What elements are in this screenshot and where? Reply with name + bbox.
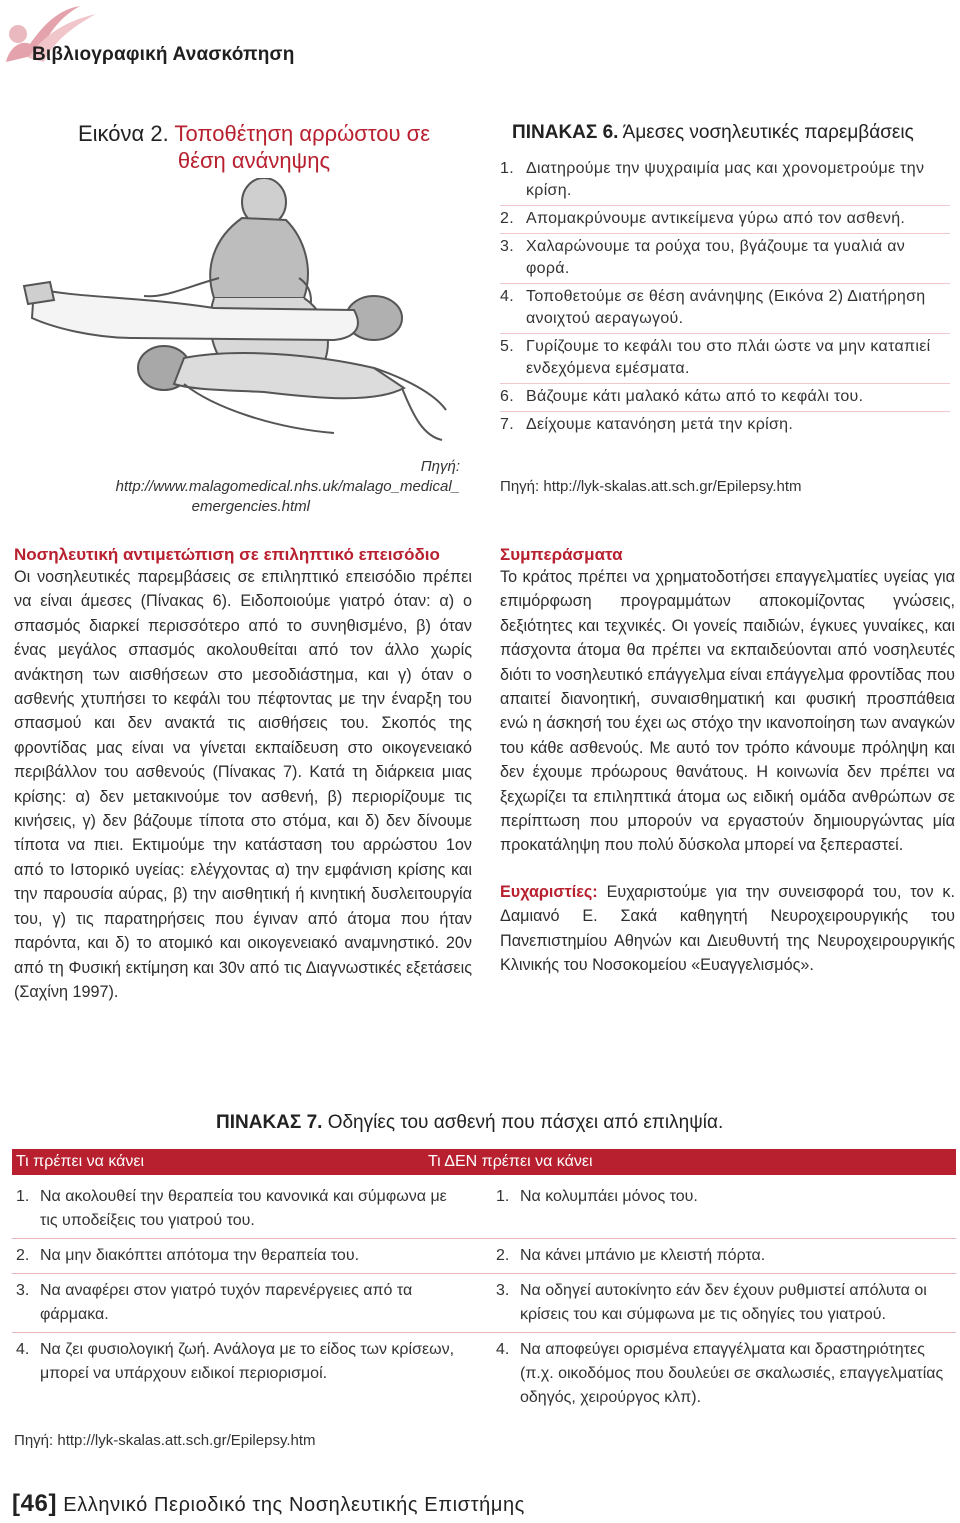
table7-do-text: Να αναφέρει στον γιατρό τυχόν παρενέργειες από τα φάρμακα. xyxy=(40,1282,413,1323)
conclusions-heading: Συμπεράσματα xyxy=(500,545,623,564)
table7-row xyxy=(12,1274,956,1333)
table7-col-do: Τι πρέπει να κάνει xyxy=(16,1153,145,1170)
table6-row xyxy=(500,334,950,384)
table7-row xyxy=(12,1180,956,1239)
table6-row-num: 4. xyxy=(500,288,514,305)
table7-dont-num: 2. xyxy=(496,1247,510,1264)
table6-row xyxy=(500,234,950,284)
page-footer xyxy=(12,1490,525,1518)
figure-label: Εικόνα 2. xyxy=(77,121,169,146)
table6-row xyxy=(500,284,950,334)
table6-title xyxy=(512,122,914,144)
table6-row xyxy=(500,156,950,206)
conclusions-body: Το κράτος πρέπει να χρηματοδοτήσει επαγγελματίες υγείας για επιμόρφωση προγραμμάτων αποκομίζοντας γνώσεις, δεξιότητες και τεχνικές. Οι γονείς παιδιών, έγκυες γυναίκες, και πάσχοντα άτομα θα πρέπει να εκπαιδεύονται από νοσηλευτές διότι το νοσηλευτικό επάγγελμα είναι επάγγελμα φροντίδας που απαιτεί διανοητική, συναισθηματική και φυσική προσπάθεια ενώ η άσκησή του έχει ως στόχο την ικανοποίηση των αναγκών του κάθε ασθενούς. Με αυτό τον τρόπο κάνουμε πρόληψη και δεν έχουμε πρόωρους θανάτους. Η κοινωνία δεν πρέπει να ξεχωρίζει τα επιληπτικά άτομα ως ειδική ομάδα ανθρώπων σε περίπτωση που μπορούν να εργαστούν δημιουργώντας μία προκατάληψη που πολύ δύσκολα μπορεί να ξεπεραστεί. xyxy=(500,568,955,855)
table7-title xyxy=(216,1112,723,1134)
figure-source-line1: Πηγή: http://www.malagomedical.nhs.uk/malago_medical_ xyxy=(115,458,460,495)
table6-row-num: 2. xyxy=(500,210,514,227)
left-column xyxy=(14,545,472,1004)
table7-do-cell xyxy=(12,1244,496,1268)
page-number: [46] xyxy=(12,1490,58,1517)
table7-do-cell xyxy=(12,1185,496,1233)
table7-dont-cell xyxy=(496,1279,956,1327)
table7-dont-cell xyxy=(496,1338,956,1410)
table7-do-num: 4. xyxy=(16,1341,30,1358)
table6-row-num: 1. xyxy=(500,160,514,177)
table7-dont-num: 4. xyxy=(496,1341,510,1358)
table7-source: Πηγή: http://lyk-skalas.att.sch.gr/Epilepsy.htm xyxy=(14,1432,316,1449)
acknowledgements-label: Ευχαριστίες: xyxy=(500,882,598,901)
table7-row xyxy=(12,1333,956,1415)
table7-do-cell xyxy=(12,1338,496,1410)
table7-dont-cell xyxy=(496,1185,956,1233)
table6-row-num: 3. xyxy=(500,238,514,255)
table6-row-num: 7. xyxy=(500,416,514,433)
table6-row-text: Χαλαρώνουμε τα ρούχα του, βγάζουμε τα γυαλιά αν φορά. xyxy=(526,238,906,277)
table6-label: ΠΙΝΑΚΑΣ 6. xyxy=(512,122,619,143)
journal-name: Ελληνικό Περιοδικό της Νοσηλευτικής Επιστήμης xyxy=(63,1494,525,1516)
figure-caption xyxy=(64,120,444,174)
right-column xyxy=(500,545,955,978)
table7-dont-num: 3. xyxy=(496,1282,510,1299)
table6-row-text: Βάζουμε κάτι μαλακό κάτω από το κεφάλι του. xyxy=(526,388,864,405)
table7-do-text: Να μην διακόπτει απότομα την θεραπεία του. xyxy=(40,1247,360,1264)
table6-row-text: Γυρίζουμε το κεφάλι του στο πλάι ώστε να μην καταπιεί ενδεχόμενα εμέσματα. xyxy=(526,338,931,377)
left-column-heading: Νοσηλευτική αντιμετώπιση σε επιληπτικό επεισόδιο xyxy=(14,545,440,564)
table7-header xyxy=(12,1149,956,1175)
table7-do-num: 2. xyxy=(16,1247,30,1264)
table7-label: ΠΙΝΑΚΑΣ 7. xyxy=(216,1112,323,1133)
section-title: Βιβλιογραφική Ανασκόπηση xyxy=(32,44,295,65)
table6-row-num: 5. xyxy=(500,338,514,355)
table7-do-text: Να ακολουθεί την θεραπεία του κανονικά και σύμφωνα με τις υποδείξεις του γιατρού του. xyxy=(40,1188,447,1229)
table7-col-dont: Τι ΔΕΝ πρέπει να κάνει xyxy=(428,1153,593,1170)
table7-do-cell xyxy=(12,1279,496,1327)
table7-dont-text: Να κάνει μπάνιο με κλειστή πόρτα. xyxy=(520,1247,766,1264)
table6-row-text: Δείχουμε κατανόηση μετά την κρίση. xyxy=(526,416,794,433)
acknowledgements xyxy=(500,880,955,978)
table7-do-num: 3. xyxy=(16,1282,30,1299)
table6-row xyxy=(500,206,950,234)
table7-dont-text: Να κολυμπάει μόνος του. xyxy=(520,1188,698,1205)
table7-dont-text: Να οδηγεί αυτοκίνητο εάν δεν έχουν ρυθμιστεί απόλυτα οι κρίσεις του και σύμφωνα με τις οδηγίες του γιατρού. xyxy=(520,1282,927,1323)
figure-caption-text: Τοποθέτηση αρρώστου σε θέση ανάνηψης xyxy=(174,121,431,173)
table7-do-num: 1. xyxy=(16,1188,30,1205)
table7-title-text: Οδηγίες του ασθενή που πάσχει από επιληψία. xyxy=(327,1112,724,1133)
figure-source xyxy=(100,457,460,517)
table6-row-num: 6. xyxy=(500,388,514,405)
table6-row-text: Τοποθετούμε σε θέση ανάνηψης (Εικόνα 2) Διατήρηση ανοιχτού αεραγωγού. xyxy=(526,288,926,327)
figure-source-line2: emergencies.html xyxy=(191,498,310,515)
table6-source: Πηγή: http://lyk-skalas.att.sch.gr/Epilepsy.htm xyxy=(500,478,802,495)
table7-rows xyxy=(12,1180,956,1415)
table6-row xyxy=(500,384,950,412)
table7-dont-num: 1. xyxy=(496,1188,510,1205)
table6-row xyxy=(500,412,950,439)
table6-list xyxy=(500,156,950,439)
table7-do-text: Να ζει φυσιολογική ζωή. Ανάλογα με το είδος των κρίσεων, μπορεί να υπάρχουν ειδικοί περιορισμοί. xyxy=(40,1341,455,1382)
table6-title-text: Άμεσες νοσηλευτικές παρεμβάσεις xyxy=(622,122,914,143)
table7-row xyxy=(12,1239,956,1274)
table6-row-text: Απομακρύνουμε αντικείμενα γύρω από τον ασθενή. xyxy=(526,210,906,227)
left-column-body: Οι νοσηλευτικές παρεμβάσεις σε επιληπτικό επεισόδιο πρέπει να είναι άμεσες (Πίνακας 6). Ειδοποιούμε γιατρό όταν: α) ο σπασμός διαρκεί περισσότερο από το συνηθισμένο, β) όταν ένας μεγάλος σπασμός ακολουθείται από τον άλλο χωρίς ανάκτηση των αισθήσεων στο μεσοδιάστημα, και γ) όταν ο ασθενής χτυπήσει το κεφάλι του πέφτοντας με την έναρξη του σπασμού και δεν ανακτά τις αισθήσεις του. Σκοπός της φροντίδας μας είναι να γίνεται εκπαίδευση στο οικογενειακό περιβάλλον του ασθενούς (Πίνακας 7). Κατά τη διάρκεια μιας κρίσης: α) δεν μετακινούμε τον ασθενή, β) περιορίζουμε τις κινήσεις, γ) δεν βάζουμε τίποτα στο στόμα, και δ) δεν δίνουμε τίποτα να πιει. Εκτιμούμε την κατάσταση του αρρώστου 1ον από το Ιστορικό υγείας: ελέγχοντας α) την εμφάνιση κρίσης και την παρουσία αύρας, β) την αισθητική ή κινητική δυσλειτουργία του, γ) τις παρατηρήσεις που έγιναν από άτομα που ήταν παρόντα, και δ) το ατομικό και οικογενειακό αναμνηστικό. 20ν από τη Φυσική εκτίμηση και 30ν από τις Διαγνωστικές εξετάσεις (Σαχίνη 1997). xyxy=(14,568,472,1001)
table6-row-text: Διατηρούμε την ψυχραιμία μας και χρονομετρούμε την κρίση. xyxy=(526,160,925,199)
table7-dont-cell xyxy=(496,1244,956,1268)
acknowledgements-body: Ευχαριστούμε για την συνεισφορά του, τον κ. Δαμιανό Ε. Σακά καθηγητή Νευροχειρουργικής του Πανεπιστημίου Αθηνών και Διευθυντή της Νευροχειρουργικής Κλινικής του Νοσοκομείου «Ευαγγελισμός». xyxy=(500,882,955,975)
table7-dont-text: Να αποφεύγει ορισμένα επαγγέλματα και δραστηριότητες (π.χ. οικοδόμος που δουλεύει σε σκαλωσιές, επαγγελματίας οδηγός, χειρούργος κλπ). xyxy=(520,1341,944,1406)
recovery-position-illustration xyxy=(14,178,454,450)
